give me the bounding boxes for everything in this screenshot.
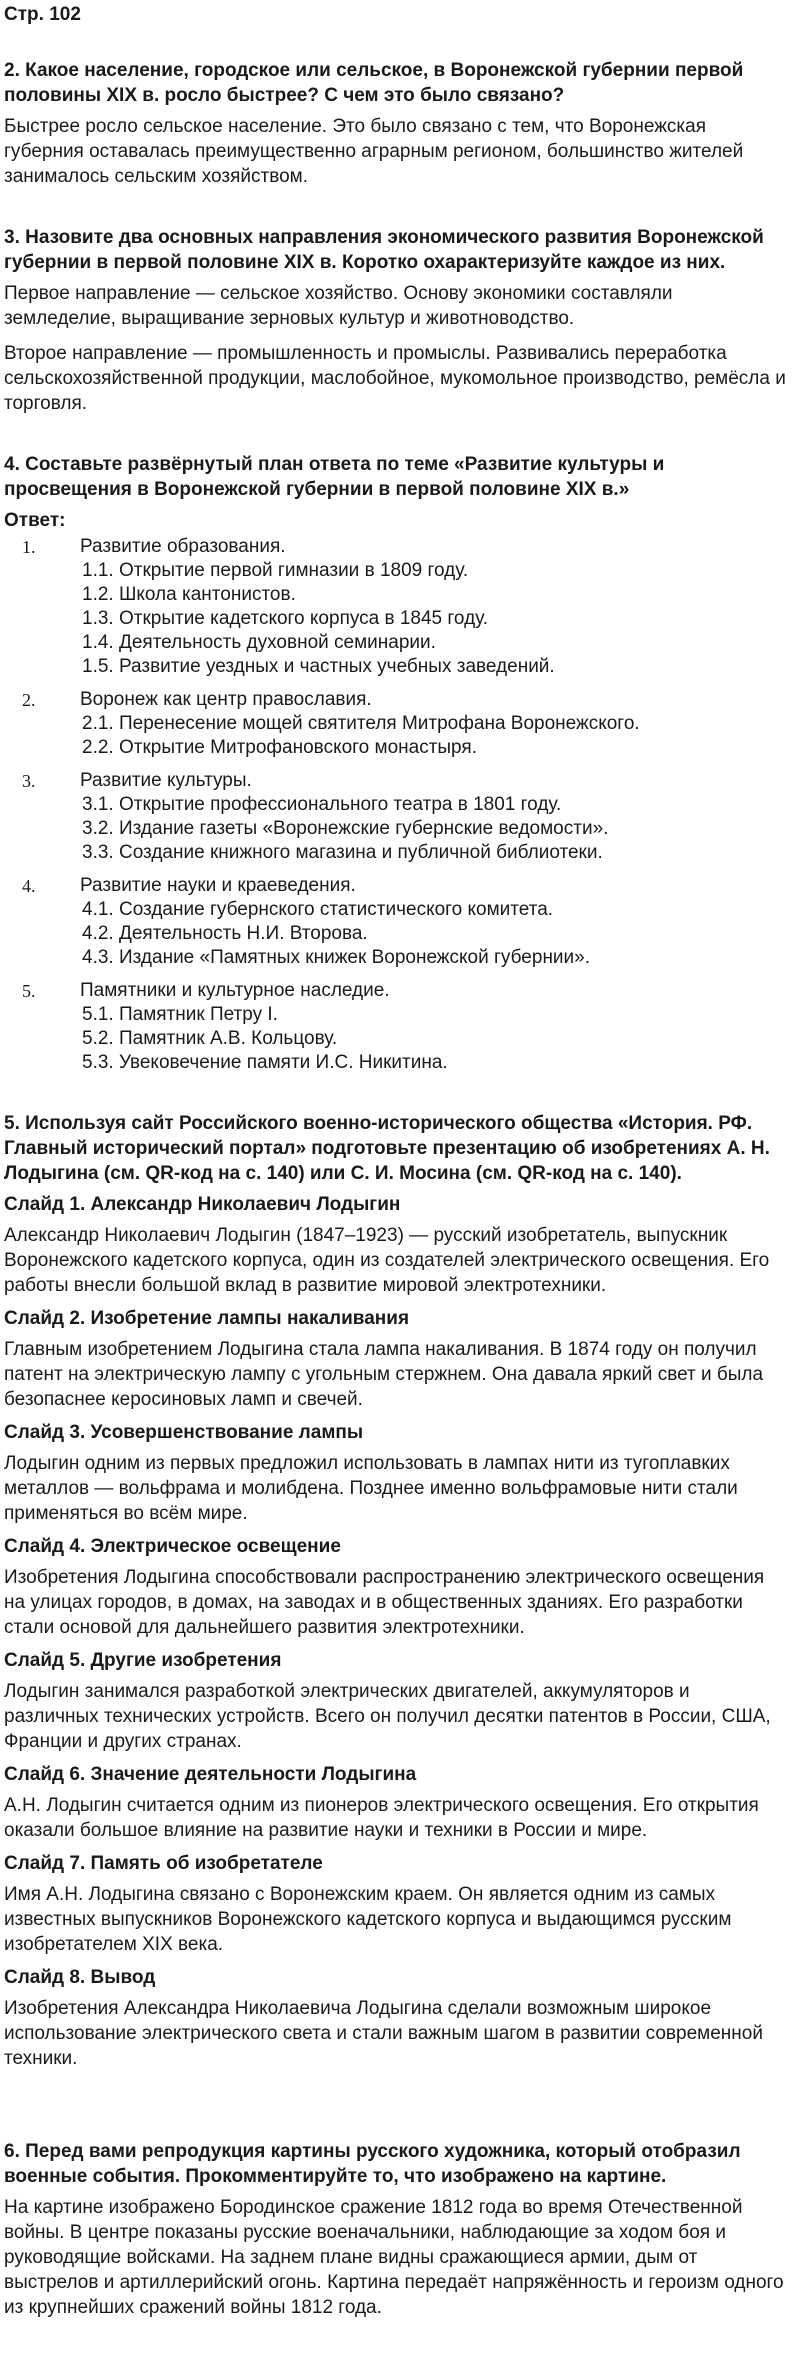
slides-list [4, 1192, 786, 2071]
slide-title: Слайд 8. Вывод [4, 1967, 156, 1988]
plan-item-number: 4. [22, 876, 36, 896]
plan-subitem: 1.2. Школа кантонистов. [82, 584, 296, 605]
question-6: 6. Перед вами репродукция картины русского художника, который отобразил военные события. Прокомментируйте то, что изображено на картине. [4, 2141, 741, 2187]
slide-text: Александр Николаевич Лодыгин (1847–1923) — русский изобретатель, выпускник Воронежского кадетского корпуса, один из создателей электрического освещения. Его работы внесли большой вклад в развитие мировой электротехники. [4, 1225, 770, 1296]
plan-subitem: 4.3. Издание «Памятных книжек Воронежской губернии». [82, 947, 591, 968]
plan-item-title: Памятники и культурное наследие. [80, 980, 390, 1001]
answer-label: Ответ: [4, 510, 66, 531]
page-number: Стр. 102 [4, 4, 81, 25]
plan-item [4, 769, 786, 865]
plan-item-title: Развитие культуры. [80, 770, 252, 791]
question-6-block [4, 2139, 786, 2320]
plan-subitem: 3.2. Издание газеты «Воронежские губернские ведомости». [82, 818, 609, 839]
slide-title: Слайд 1. Александр Николаевич Лодыгин [4, 1194, 401, 1215]
slide-text: Главным изобретением Лодыгина стала лампа накаливания. В 1874 году он получил патент на электрическую лампу с угольным стержнем. Она давала яркий свет и была безопаснее керосиновых ламп и свечей. [4, 1339, 764, 1410]
plan-item-number: 2. [22, 690, 36, 710]
question-5-block [4, 1111, 786, 2071]
plan-subitem: 1.4. Деятельность духовной семинарии. [82, 632, 436, 653]
question-2-block [4, 58, 786, 189]
question-5: 5. Используя сайт Российского военно-исторического общества «История. РФ. Главный исторический портал» подготовьте презентацию об изобретениях А. Н. Лодыгина (см. QR-код на с. 140) или С. И. Мосина (см. QR-код на с. 140). [4, 1113, 770, 1184]
plan-subitems [80, 1003, 786, 1075]
question-2: 2. Какое население, городское или сельское, в Воронежской губернии первой половины XIX в. росло быстрее? С чем это было связано? [4, 60, 744, 106]
plan-item [4, 874, 786, 970]
plan-item-title: Развитие образования. [80, 536, 286, 557]
plan-subitem: 5.1. Памятник Петру I. [82, 1004, 278, 1025]
answer-3-first: Первое направление — сельское хозяйство. Основу экономики составляли земледелие, выращивание зерновых культур и животноводство. [4, 283, 673, 329]
plan-subitems [80, 559, 786, 679]
plan-subitem: 4.2. Деятельность Н.И. Второва. [82, 923, 368, 944]
plan-item-body [80, 979, 786, 1075]
plan-item [4, 535, 786, 679]
plan-subitem: 5.3. Увековечение памяти И.С. Никитина. [82, 1052, 448, 1073]
slide-text: А.Н. Лодыгин считается одним из пионеров электрического освещения. Его открытия оказали большое влияние на развитие науки и техники в России и мире. [4, 1795, 759, 1841]
plan-item-title: Воронеж как центр православия. [80, 689, 372, 710]
plan-item-body [80, 535, 786, 679]
plan-subitem: 4.1. Создание губернского статистического комитета. [82, 899, 554, 920]
plan-item-number: 5. [22, 981, 36, 1001]
plan-list [4, 535, 786, 1075]
slide-text: Лодыгин занимался разработкой электрических двигателей, аккумуляторов и различных технических устройств. Всего он получил десятки патентов в России, США, Франции и других странах. [4, 1681, 771, 1752]
plan-subitem: 2.1. Перенесение мощей святителя Митрофана Воронежского. [82, 713, 640, 734]
plan-subitem: 3.1. Открытие профессионального театра в 1801 году. [82, 794, 562, 815]
plan-item [4, 688, 786, 760]
slide-title: Слайд 5. Другие изобретения [4, 1650, 282, 1671]
plan-item-body [80, 874, 786, 970]
answer-3-second: Второе направление — промышленность и промыслы. Развивались переработка сельскохозяйственной продукции, маслобойное, мукомольное производство, ремёсла и торговля. [4, 343, 786, 414]
slide-text: Изобретения Лодыгина способствовали распространению электрического освещения на улицах городов, в домах, на заводах и в общественных зданиях. Его разработки стали основой для дальнейшего развития электротехники. [4, 1567, 765, 1638]
answer-6: На картине изображено Бородинское сражение 1812 года во время Отечественной войны. В центре показаны русские военачальники, наблюдающие за ходом боя и руководящие войсками. На заднем плане видны сражающиеся армии, дым от выстрелов и артиллерийский огонь. Картина передаёт напряжённость и героизм одного из крупнейших сражений войны 1812 года. [4, 2197, 784, 2318]
slide-title: Слайд 4. Электрическое освещение [4, 1536, 341, 1557]
question-4: 4. Составьте развёрнутый план ответа по теме «Развитие культуры и просвещения в Воронежской губернии в первой половине XIX в.» [4, 454, 665, 500]
plan-item-number: 3. [22, 771, 36, 791]
slide-text: Лодыгин одним из первых предложил использовать в лампах нити из тугоплавких металлов — вольфрама и молибдена. Позднее именно вольфрамовые нити стали применяться во всём мире. [4, 1453, 738, 1524]
plan-item [4, 979, 786, 1075]
slide-text: Изобретения Александра Николаевича Лодыгина сделали возможным широкое использование электрического света и стали важным шагом в развитии современной техники. [4, 1998, 763, 2069]
answer-2: Быстрее росло сельское население. Это было связано с тем, что Воронежская губерния оставалась преимущественно аграрным регионом, большинство жителей занималось сельским хозяйством. [4, 116, 744, 187]
plan-subitems [80, 793, 786, 865]
slide-title: Слайд 3. Усовершенствование лампы [4, 1422, 364, 1443]
slide-title: Слайд 7. Память об изобретателе [4, 1853, 323, 1874]
slide-text: Имя А.Н. Лодыгина связано с Воронежским краем. Он является одним из самых известных выпускников Воронежского кадетского корпуса и выдающимся русским изобретателем XIX века. [4, 1884, 732, 1955]
question-3: 3. Назовите два основных направления экономического развития Воронежской губернии в первой половине XIX в. Коротко охарактеризуйте каждое из них. [4, 227, 764, 273]
plan-subitem: 1.3. Открытие кадетского корпуса в 1845 году. [82, 608, 489, 629]
plan-subitems [80, 712, 786, 760]
plan-subitem: 1.1. Открытие первой гимназии в 1809 году. [82, 560, 469, 581]
question-3-block [4, 225, 786, 416]
plan-item-body [80, 688, 786, 760]
page [0, 2, 800, 2340]
plan-item-title: Развитие науки и краеведения. [80, 875, 356, 896]
question-4-block [4, 452, 786, 1075]
plan-subitem: 2.2. Открытие Митрофановского монастыря. [82, 737, 477, 758]
plan-subitems [80, 898, 786, 970]
plan-subitem: 3.3. Создание книжного магазина и публичной библиотеки. [82, 842, 603, 863]
plan-subitem: 1.5. Развитие уездных и частных учебных заведений. [82, 656, 555, 677]
slide-title: Слайд 6. Значение деятельности Лодыгина [4, 1764, 417, 1785]
slide-title: Слайд 2. Изобретение лампы накаливания [4, 1308, 410, 1329]
plan-subitem: 5.2. Памятник А.В. Кольцову. [82, 1028, 338, 1049]
plan-item-number: 1. [22, 537, 36, 557]
plan-item-body [80, 769, 786, 865]
